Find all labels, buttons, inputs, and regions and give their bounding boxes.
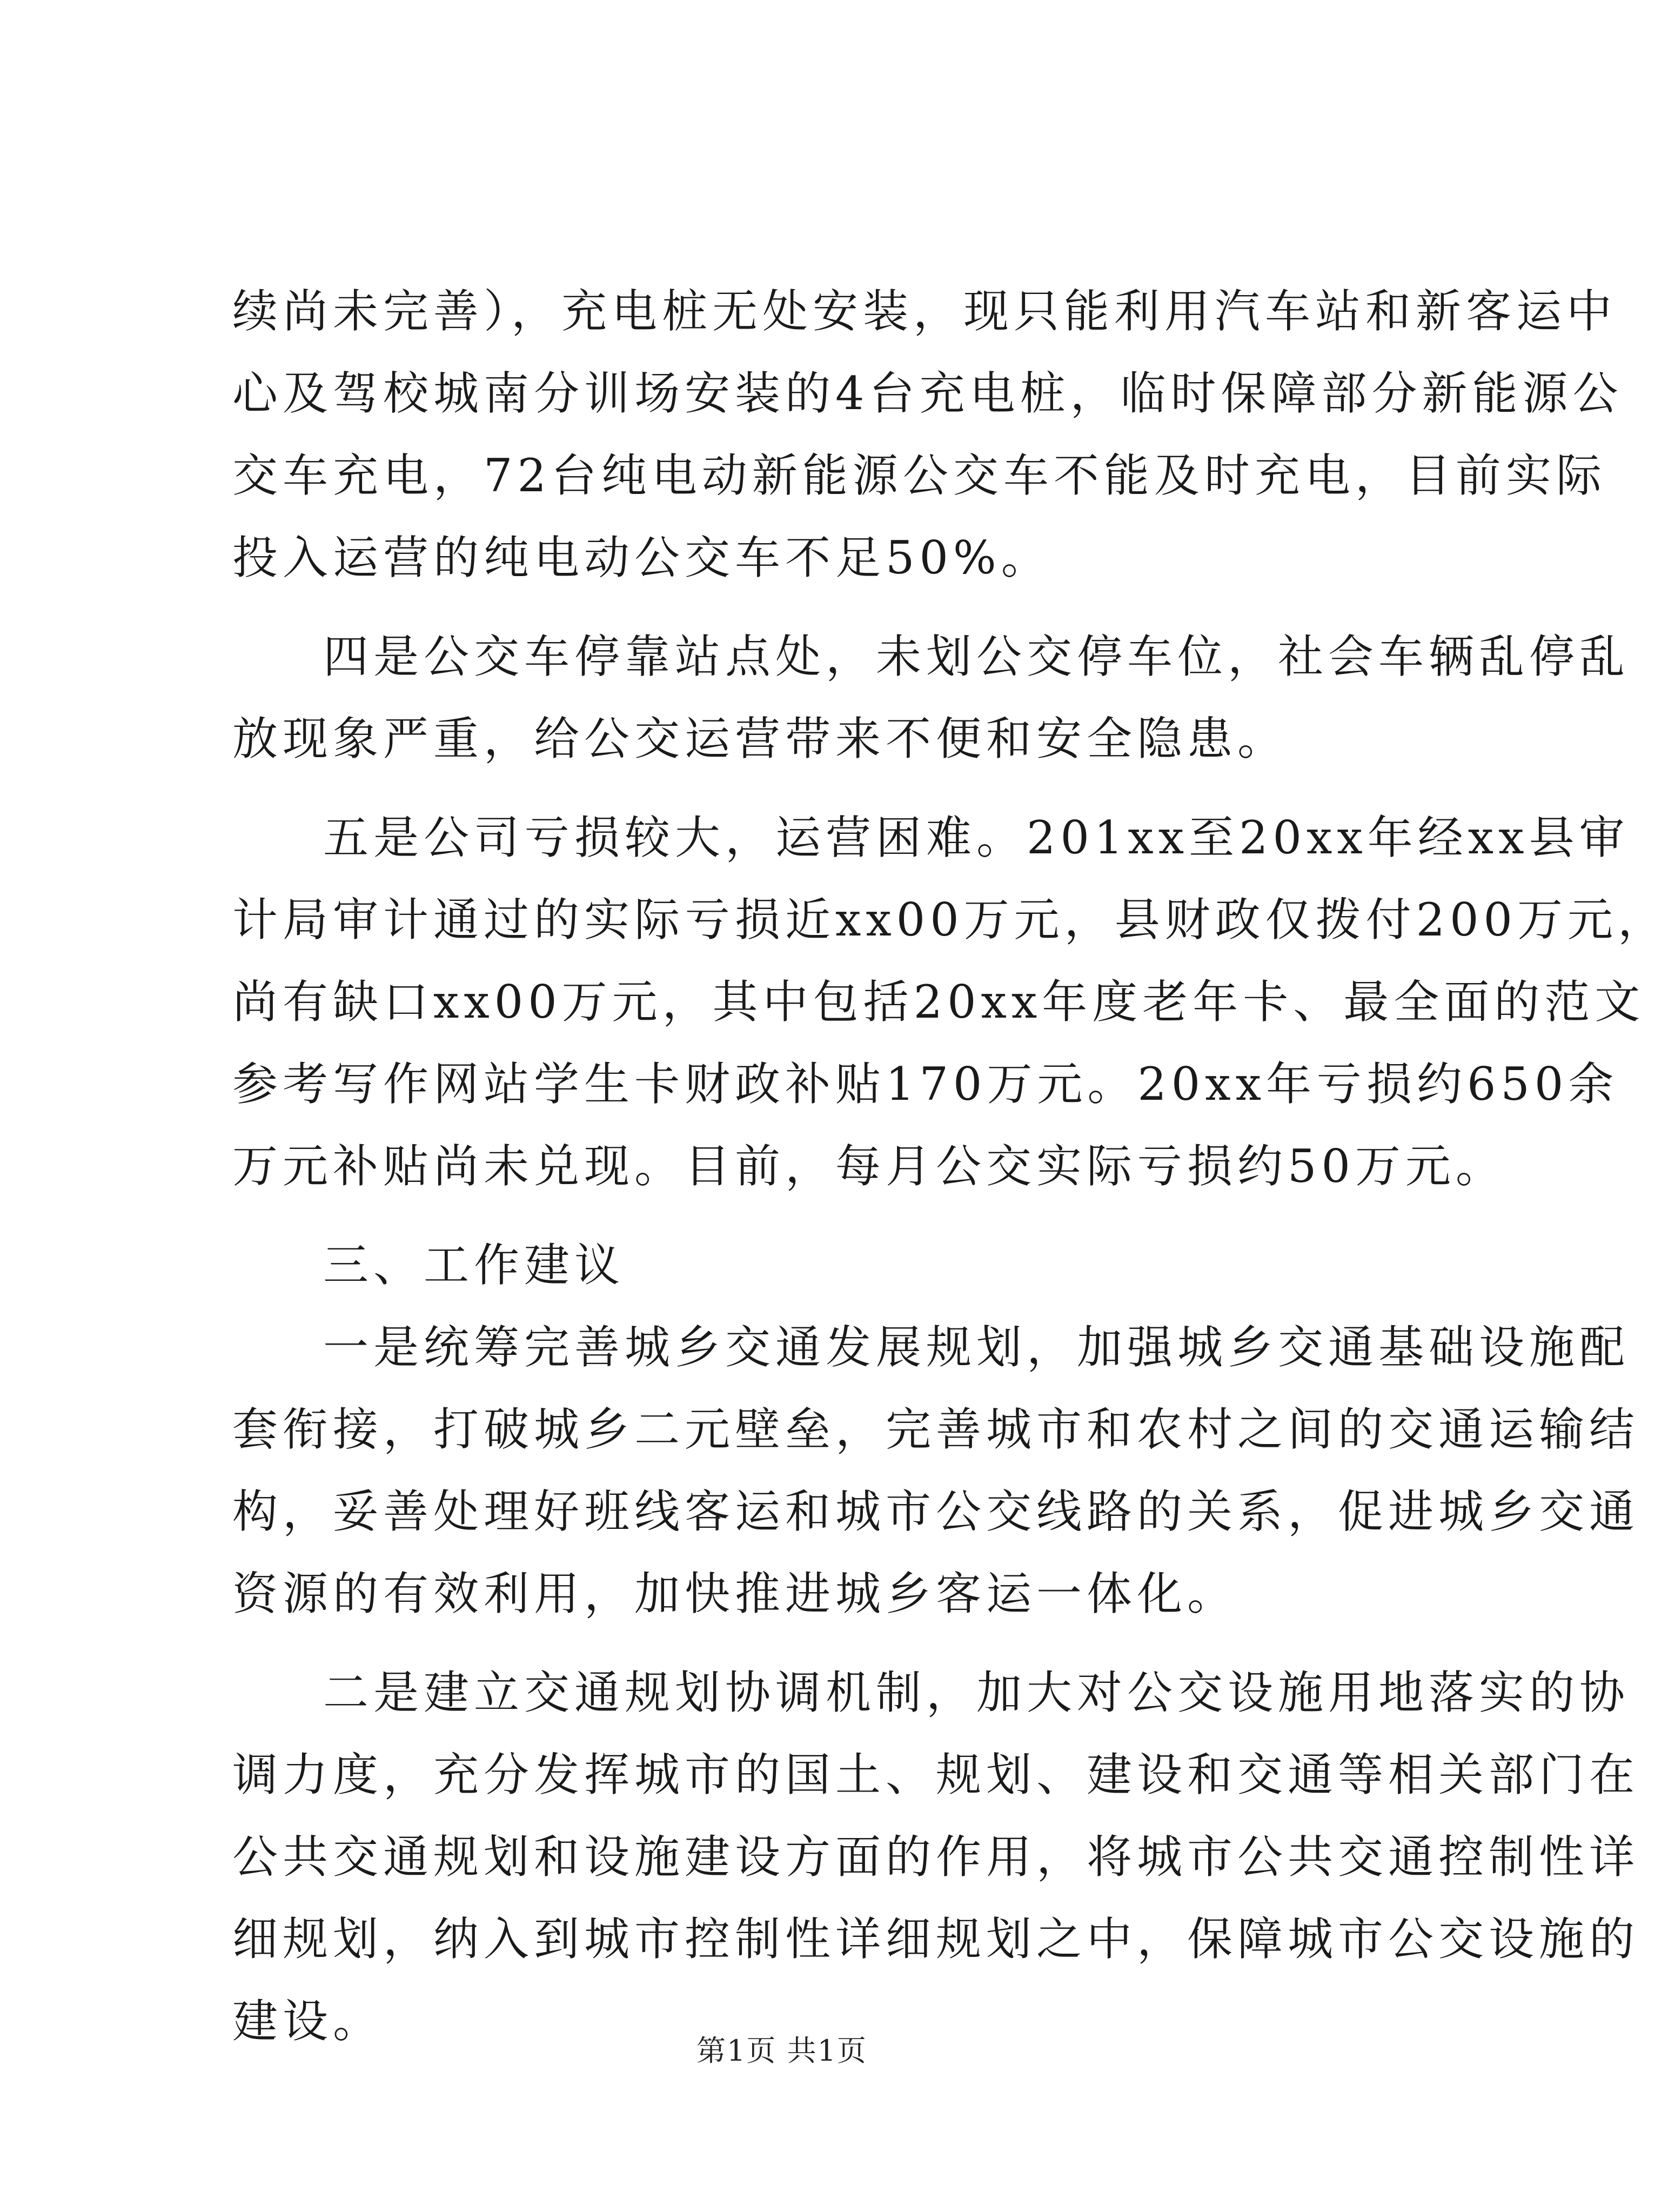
text-line: 心及驾校城南分训场安装的4台充电桩，临时保障部分新能源公 [232,367,1623,420]
text-line: 构，妥善处理好班线客运和城市公交线路的关系，促进城乡交通 [232,1485,1640,1538]
text-line: 续尚未完善），充电桩无处安装，现只能利用汽车站和新客运中 [232,285,1617,338]
document-body [232,270,1668,2062]
paragraph-first-line: 一是统筹完善城乡交通发展规划，加强城乡交通基础设施配 [323,1321,1630,1374]
text-line: 投入运营的纯电动公交车不足50%。 [232,531,1051,584]
text-line: 建设。 [232,1995,384,2048]
text-line: 资源的有效利用，加快推进城乡客运一体化。 [232,1567,1238,1620]
paragraph-first-line: 二是建立交通规划协调机制，加大对公交设施用地落实的协 [323,1666,1630,1719]
page-footer: 第1页 共1页 [696,2034,867,2068]
text-line: 计局审计通过的实际亏损近xx00万元，县财政仅拨付200万元， [232,893,1668,946]
text-line: 万元补贴尚未兑现。目前，每月公交实际亏损约50万元。 [232,1140,1506,1193]
text-line: 套衔接，打破城乡二元壁垒，完善城市和农村之间的交通运输结 [232,1403,1640,1456]
text-line: 细规划，纳入到城市控制性详细规划之中，保障城市公交设施的 [232,1913,1640,1966]
section-heading: 三、工作建议 [323,1239,625,1292]
text-line: 交车充电，72台纯电动新能源公交车不能及时充电，目前实际 [232,449,1606,502]
text-line: 参考写作网站学生卡财政补贴170万元。20xx年亏损约650余 [232,1058,1619,1111]
paragraph-first-line: 五是公司亏损较大，运营困难。201xx至20xx年经xx县审 [323,811,1630,864]
text-line: 调力度，充分发挥城市的国土、规划、建设和交通等相关部门在 [232,1748,1640,1801]
text-line: 尚有缺口xx00万元，其中包括20xx年度老年卡、最全面的范文 [232,975,1645,1028]
paragraph-first-line: 四是公交车停靠站点处，未划公交停车位，社会车辆乱停乱 [323,630,1630,683]
text-line: 公共交通规划和设施建设方面的作用，将城市公共交通控制性详 [232,1830,1640,1883]
text-line: 放现象严重，给公交运营带来不便和安全隐患。 [232,712,1288,765]
